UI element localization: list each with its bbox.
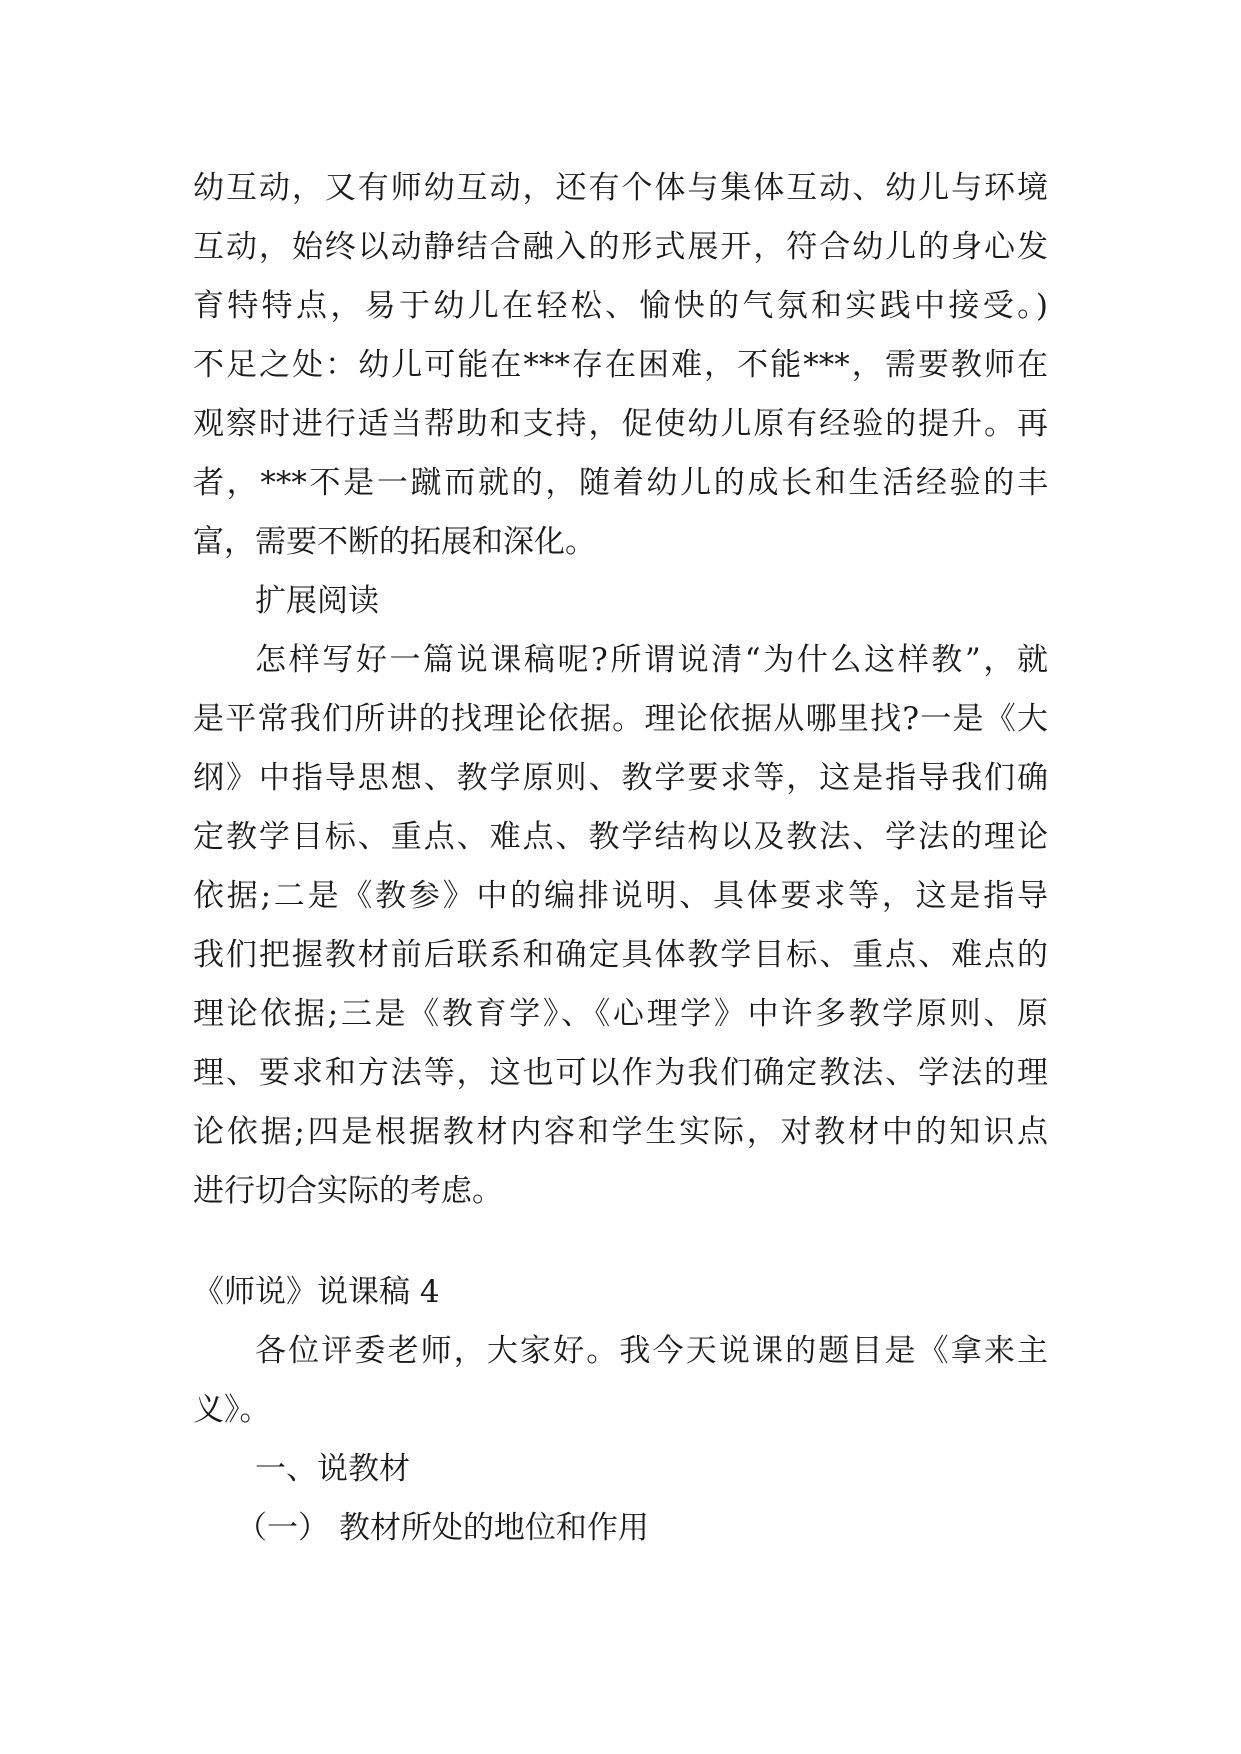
heading-level-1: 一、说教材 [255,1451,410,1487]
paragraph-line: 互动，始终以动静结合融入的形式展开，符合幼儿的身心发 [193,229,1048,265]
paragraph-line: 依据;二是《教参》中的编排说明、具体要求等，这是指导 [193,878,1048,914]
paragraph-line: 是平常我们所讲的找理论依据。理论依据从哪里找?一是《大 [193,701,1048,737]
paragraph-line: 不足之处：幼儿可能在***存在困难，不能***，需要教师在 [193,347,1048,383]
paragraph-line: 定教学目标、重点、难点、教学结构以及教法、学法的理论 [193,819,1048,855]
paragraph-line: 义》。 [193,1392,271,1428]
paragraph-line: 我们把握教材前后联系和确定具体教学目标、重点、难点的 [193,937,1048,973]
paragraph-line: 理论依据;三是《教育学》、《心理学》中许多教学原则、原 [193,996,1048,1032]
paragraph-line: 各位评委老师，大家好。我今天说课的题目是《拿来主 [255,1333,1048,1369]
paragraph-line: 怎样写好一篇说课稿呢?所谓说清“为什么这样教”，就 [255,642,1048,678]
extended-reading-heading: 扩展阅读 [255,583,379,619]
paragraph-line: 论依据;四是根据教材内容和学生实际，对教材中的知识点 [193,1114,1048,1150]
section-title: 《师说》说课稿 4 [193,1274,440,1310]
paragraph-line: 幼互动，又有师幼互动，还有个体与集体互动、幼儿与环境 [193,170,1048,206]
paragraph-line: 纲》中指导思想、教学原则、教学要求等，这是指导我们确 [193,760,1048,796]
paragraph-line: 进行切合实际的考虑。 [193,1173,503,1209]
paragraph-line: 富，需要不断的拓展和深化。 [193,524,596,560]
heading-level-2: （一） 教材所处的地位和作用 [236,1510,649,1546]
paragraph-line: 育特特点，易于幼儿在轻松、愉快的气氛和实践中接受。) [193,288,1048,324]
paragraph-line: 者，***不是一蹴而就的，随着幼儿的成长和生活经验的丰 [193,465,1048,501]
paragraph-line: 观察时进行适当帮助和支持，促使幼儿原有经验的提升。再 [193,406,1048,442]
paragraph-line: 理、要求和方法等，这也可以作为我们确定教法、学法的理 [193,1055,1048,1091]
